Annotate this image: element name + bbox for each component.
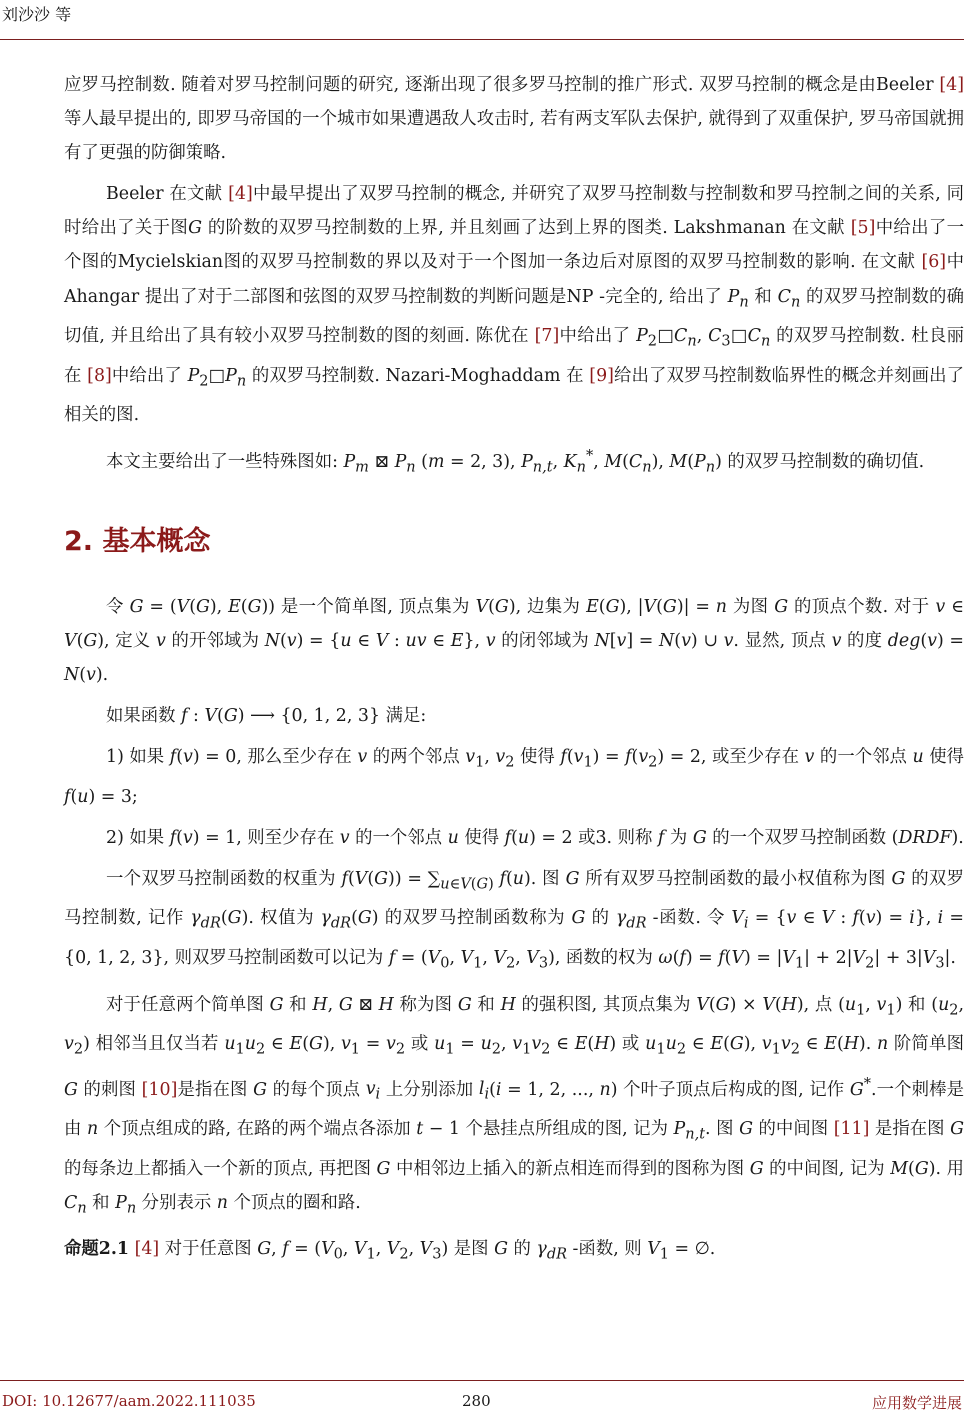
paragraph-7: 2) 如果 f(v) = 1, 则至少存在 v 的一个邻点 u 使得 f(u) = 2 或3. 则称 f 为 G 的一个双罗马控制函数 (DRDF). xyxy=(106,827,964,848)
citation-link[interactable]: [10] xyxy=(141,1079,178,1100)
footer-rule xyxy=(0,1380,964,1381)
citation-link[interactable]: [4] xyxy=(939,75,964,95)
citation-link[interactable]: [9] xyxy=(589,365,614,386)
page-header xyxy=(0,0,964,42)
citation-link[interactable]: [11] xyxy=(833,1119,870,1139)
citation-link[interactable]: [5] xyxy=(850,218,876,239)
citation-link[interactable]: [4] xyxy=(134,1239,160,1260)
paragraph-5: 如果函数 f : V(G) ⟶ {0, 1, 2, 3} 满足: xyxy=(106,705,427,726)
page-footer xyxy=(0,1380,964,1414)
page-number: 280 xyxy=(462,1392,491,1410)
paragraph-1: 应罗马控制数. 随着对罗马控制问题的研究, 逐渐出现了很多罗马控制的推广形式. 双罗马控制的概念是由Beeler [4]等人最早提出的, 即罗马帝国的一个城市如果遭遇敌人攻击时, 若有两支军队去保护, 就得到了双重保护, 罗马帝国就拥有了更强的防御策略. xyxy=(64,75,964,164)
citation-link[interactable]: [7] xyxy=(534,326,560,347)
footer-journal[interactable]: 应用数学进展 xyxy=(871,1394,962,1412)
paragraph-3: 本文主要给出了一些特殊图如: $P_m$ ⊠ $P_n$ (m = 2, 3), $P_{n,t}$, $K_n^*$, $M(C_n)$, $M(P_n)$ 的双罗马控制数的确切值. xyxy=(106,448,925,476)
section-title: 2. 基本概念 xyxy=(64,525,211,557)
paragraph-9: 对于任意两个简单图 G 和 H, G ⊠ H 称为图 G 和 H 的强积图, 其顶点集为 V(G) × V(H), 点 ($u_1$, $v_1$) 和 ($u_2$, $v_2$) 相邻当且仅当若 $u_1u_2$ ∈ E(G), $v_1 = v_2$ 或 $u_1 = u_2$, $v_1v_2$ ∈ E(H) 或 $u_1u_2$ ∈ E(G), $v_1v_2$ ∈ E(H). n 阶简单图 G 的刺图 [10]是指在图 G 的每个顶点 $v_i$ 上分别添加 $l_i(i = 1$, 2, ..., n) 个叶子顶点后构成的图, 记作 G*.一个刺棒是由 n 个顶点组成的路, 在路的两个端点各添加 t − 1 个悬挂点所组成的图, 记为 $P_{n,t}$. 图 G 的中间图 [11] 是指在图 G 的每条边上都插入一个新的顶点, 再把图 G 中相邻边上插入的新点相连而得到的图称为图 G 的中间图, 记为 M(G). 用 $C_n$ 和 $P_n$ 分别表示 n 个顶点的圈和路. xyxy=(64,994,964,1217)
header-author: 刘沙沙 等 xyxy=(2,5,72,24)
paragraph-4: 令 G = (V(G), E(G)) 是一个简单图, 顶点集为 V(G), 边集为 E(G), |V(G)| = n 为图 G 的顶点个数. 对于 v ∈ V(G), 定义 v 的开邻域为 N(v) = {u ∈ V : uv ∈ E}, v 的闭邻域为 N[v] = N(v) ∪ v. 显然, 顶点 v 的度 deg(v) = N(v). xyxy=(64,596,964,685)
proposition-label: 命题2.1 xyxy=(64,1239,130,1260)
header-rule xyxy=(0,39,964,40)
footer-doi[interactable]: DOI: 10.12677/aam.2022.111035 xyxy=(2,1392,256,1410)
citation-link[interactable]: [6] xyxy=(921,252,947,273)
citation-link[interactable]: [4] xyxy=(228,184,253,205)
paragraph-8: 一个双罗马控制函数的权重为 $f(V(G)) = \sum_{u\in V(G)}$ f(u). 图 G 所有双罗马控制函数的最小权值称为图 G 的双罗马控制数, 记作 $\gamma_{dR}(G)$. 权值为 $\gamma_{dR}(G)$ 的双罗马控制函数称为 G 的 $\gamma_{dR}$ -函数. 令 $V_i = \{v$ ∈ V : f(v) = i}, i = {0, 1, 2, 3}, 则双罗马控制函数可以记为 $f = (V_0$, $V_1$, $V_2$, $V_3$), 函数的权为 $\omega(f) = f(V) = |V_1| + 2|V_2| + 3|V_3|$. xyxy=(64,868,964,972)
paragraph-6: 1) 如果 f(v) = 0, 那么至少存在 v 的两个邻点 $v_1$, $v_2$ 使得 $f(v_1) = f(v_2) = 2$, 或至少存在 v 的一个邻点 u 使得 f(u) = 3; xyxy=(64,747,964,807)
proposition: 命题2.1 [4] 对于任意图 G, $f = (V_0$, $V_1$, $V_2$, $V_3$) 是图 G 的 $\gamma_{dR}$ -函数, 则 $V_1$ = ∅. xyxy=(64,1239,716,1263)
paragraph-2: Beeler 在文献 [4]中最早提出了双罗马控制的概念, 并研究了双罗马控制数与控制数和罗马控制之间的关系, 同时给出了关于图G 的阶数的双罗马控制数的上界, 并且刻画了达到上界的图类. Lakshmanan 在文献 [5]中给出了一个图的Mycielskian图的双罗马控制数的界以及对于一个图加一条边后对原图的双罗马控制数的影响. 在文献 [6]中Ahangar 提出了对于二部图和弦图的双罗马控制数的判断问题是NP -完全的, 给出了 $P_n$ 和 $C_n$ 的双罗马控制数的确切值, 并且给出了具有较小双罗马控制数的图的刻画. 陈优在 [7]中给出了 $P_2□C_n$, $C_3□C_n$ 的双罗马控制数. 杜良丽在 [8]中给出了 $P_2□P_n$ 的双罗马控制数. Nazari-Moghaddam 在 [9]给出了双罗马控制数临界性的概念并刻画出了相关的图. xyxy=(64,184,964,426)
citation-link[interactable]: [8] xyxy=(87,365,112,386)
main-content xyxy=(64,68,964,1279)
